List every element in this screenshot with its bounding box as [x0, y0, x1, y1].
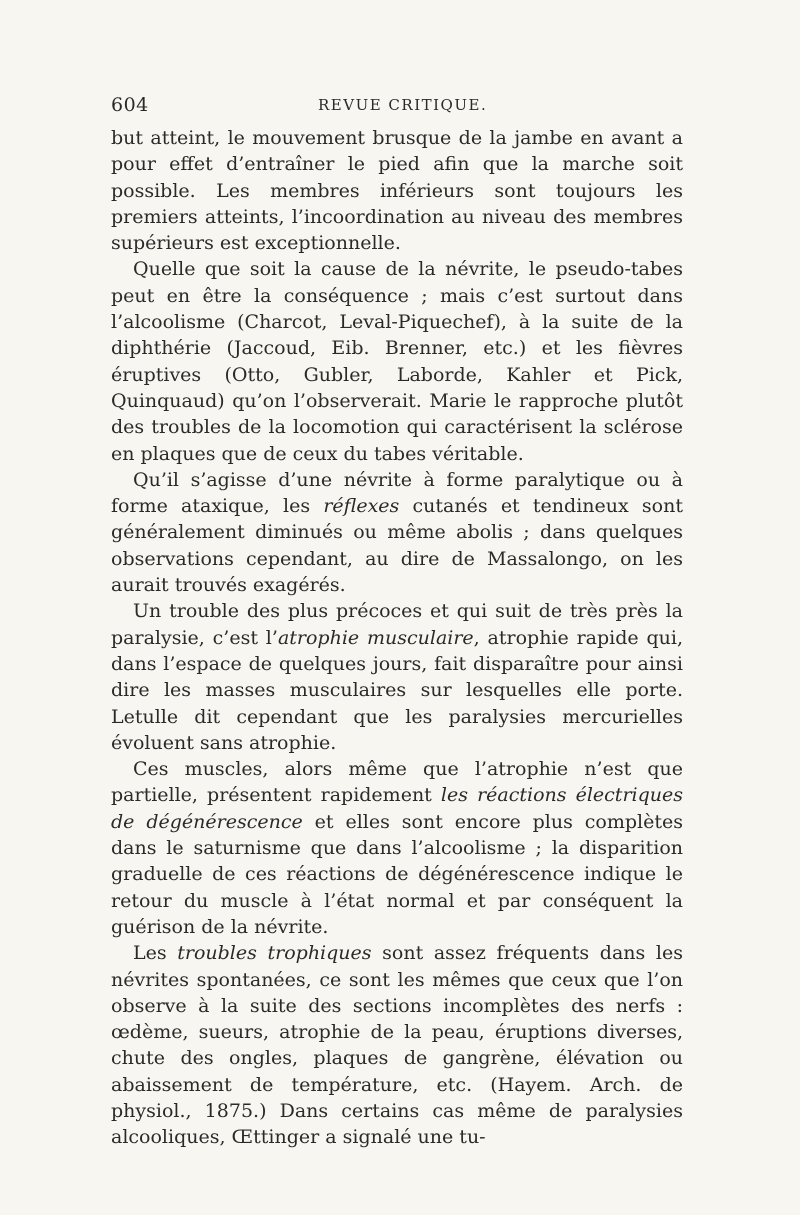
text-segment: Qu’il s’agisse d’une névrite à forme paralytique ou à forme ataxique, les — [111, 468, 683, 518]
body-text — [111, 125, 683, 1151]
text-segment: , atrophie rapide qui, dans l’espace de quelques jours, fait disparaître pour ainsi dire les masses musculaires sur lesquelles elle porte. Letulle dit cependant que les paralysies mercurielles évoluent sans atrophie. — [111, 626, 684, 754]
text-segment: but atteint, le mouvement brusque de la jambe en avant a pour effet d’entraîner le pied afin que la marche soit possible. Les membres inférieurs sont toujours les premiers atteints, l’incoordination au niveau des membres supérieurs est exceptionnelle. — [111, 127, 683, 255]
italic-emphasis: réflexes — [323, 495, 400, 518]
running-title: REVUE CRITIQUE. — [318, 96, 488, 114]
text-segment: Les — [133, 942, 178, 965]
text-segment: Quelle que soit la cause de la névrite, le pseudo-tabes peut en être la conséquence ; mais c’est surtout dans l’alcoolisme (Charcot, Leval-Piquechef), à la suite de la diphthérie (Jaccoud, Eib. Brenner, etc.) et les fièvres éruptives (Otto, Gubler, Laborde, Kahler et Pick, Quinquaud) qu’on l’observerait. Marie le rapproche plutôt des troubles de la locomotion qui caractérisent la sclérose en plaques que de ceux du tabes véritable. — [111, 258, 683, 465]
paragraph-5 — [111, 756, 683, 940]
italic-emphasis: les réactions électriques de dégénérescence — [111, 784, 683, 833]
text-segment: Ces muscles, alors même que l’atrophie n’est que partielle, présentent rapidement — [111, 758, 683, 807]
paragraph-4 — [111, 598, 683, 756]
italic-emphasis: troubles trophiques — [177, 942, 372, 965]
text-segment: et elles sont encore plus complètes dans le saturnisme que dans l’alcoolisme ; la disparition graduelle de ces réactions de dégénérescence indique le retour du muscle à l’état normal et par conséquent la guérison de la névrite. — [111, 810, 683, 938]
paragraph-6 — [111, 940, 683, 1150]
page-number: 604 — [111, 94, 149, 116]
italic-emphasis: atrophie musculaire — [277, 626, 474, 649]
text-segment: Un trouble des plus précoces et qui suit de très près la paralysie, c’est l’ — [111, 600, 683, 649]
paragraph-3 — [111, 467, 683, 598]
text-segment: cutanés et tendineux sont généralement diminués ou même abolis ; dans quelques observations cependant, au dire de Massalongo, on les aurait trouvés exagérés. — [111, 495, 683, 597]
text-segment: sont assez fréquents dans les névrites spontanées, ce sont les mêmes que ceux que l’on observe à la suite des sections incomplètes des nerfs : œdème, sueurs, atrophie de la peau, éruptions diverses, chute des ongles, plaques de gangrène, élévation ou abaissement de température, etc. (Hayem. Arch. de physiol., 1875.) Dans certains cas même de paralysies alcooliques, Œttinger a signalé une tu- — [111, 942, 683, 1149]
paragraph-2 — [111, 256, 683, 466]
paragraph-1 — [111, 125, 683, 256]
running-header — [111, 94, 681, 120]
